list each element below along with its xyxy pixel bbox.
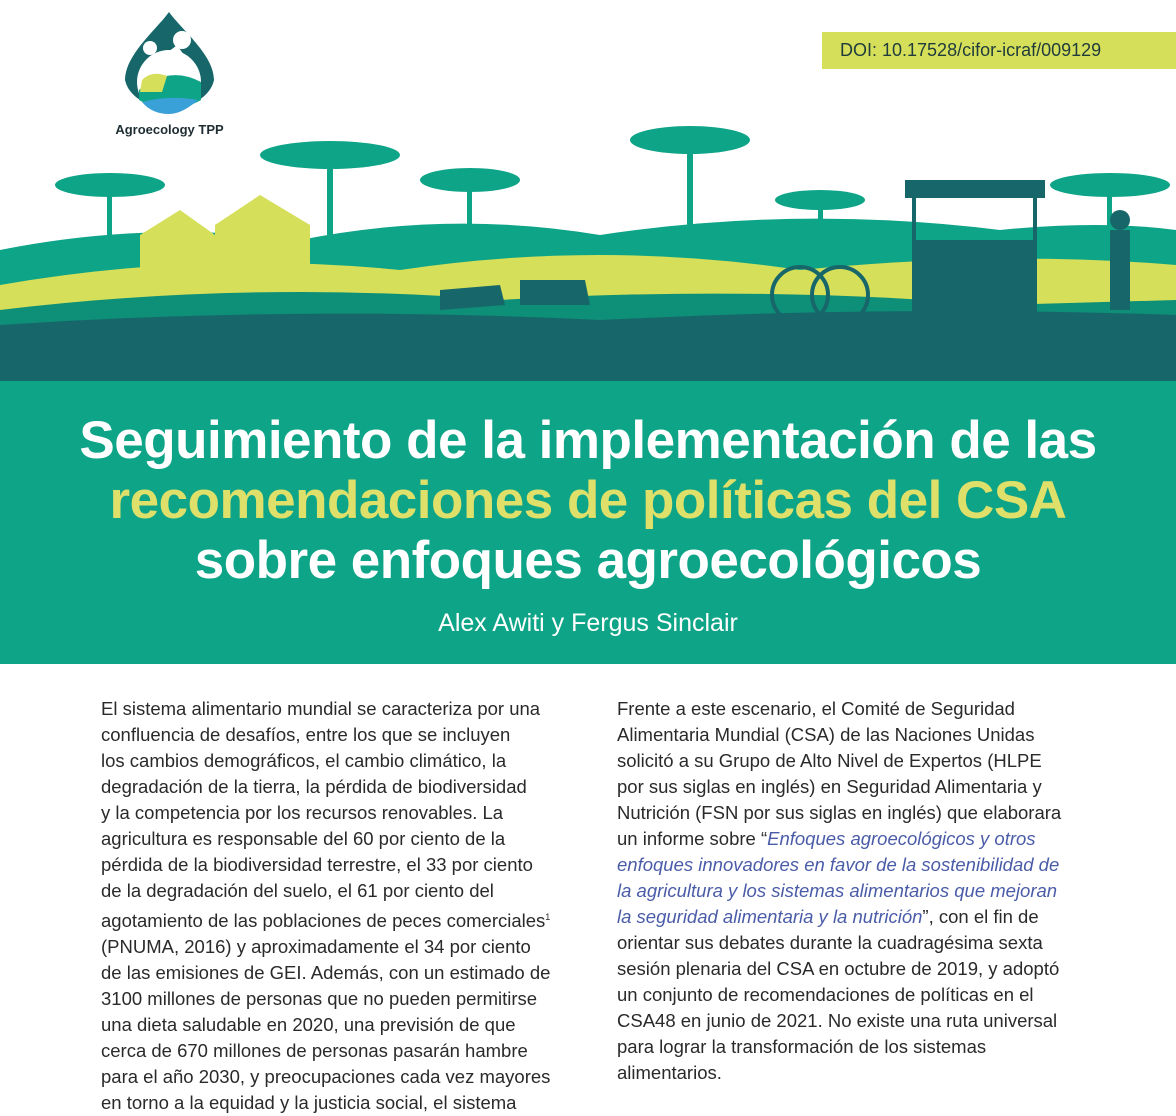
text-line: para lograr la transformación de los sistemas	[617, 1036, 987, 1057]
authors: Alex Awiti y Fergus Sinclair	[438, 609, 738, 637]
text-line: para el año 2030, y preocupaciones cada vez mayores	[101, 1066, 551, 1088]
report-title-quote: Enfoques agroecológicos y otros	[767, 828, 1036, 849]
text-line: degradación de la tierra, la pérdida de biodiversidad	[101, 776, 527, 797]
text-line: los cambios demográficos, el cambio climático, la	[101, 750, 507, 771]
text-line	[617, 826, 1087, 852]
text-line: solicitó a su Grupo de Alto Nivel de Expertos (HLPE	[617, 750, 1042, 771]
text-line: de la degradación del suelo, el 61 por ciento del	[101, 880, 494, 901]
text-line: confluencia de desafíos, entre los que se incluyen	[101, 724, 511, 745]
text-span: un informe sobre “	[617, 828, 768, 849]
title-line-1: Seguimiento de la implementación de las	[79, 411, 1097, 470]
footnote-marker[interactable]: 1	[545, 912, 551, 922]
text-line: sesión plenaria del CSA en octubre de 2019, y adoptó	[617, 958, 1060, 979]
text-line: El sistema alimentario mundial se caracteriza por una	[101, 698, 541, 719]
text-line: Nutrición (FSN por sus siglas en inglés) que elaborara	[617, 802, 1062, 823]
title-line-3: sobre enfoques agroecológicos	[194, 531, 982, 590]
logo-label: Agroecology TPP	[115, 122, 224, 137]
text-line: agotamiento de las poblaciones de peces comerciales$^1$	[101, 910, 551, 932]
text-line: agricultura es responsable del 60 por ciento de la	[101, 828, 506, 849]
body-column-1	[101, 696, 576, 1116]
title-band	[0, 381, 1176, 664]
logo-drop-icon	[122, 10, 217, 115]
text-line: y la competencia por los recursos renovables. La	[101, 802, 504, 823]
text-line: CSA48 en junio de 2021. No existe una ruta universal	[617, 1010, 1058, 1031]
text-line: Alimentaria Mundial (CSA) de las Naciones Unidas	[617, 724, 1035, 745]
title-line-2: recomendaciones de políticas del CSA	[109, 471, 1067, 530]
text-line: un conjunto de recomendaciones de políticas en el	[617, 984, 1034, 1005]
agroecology-landscape-illustration	[0, 110, 1176, 381]
report-title-quote: la seguridad alimentaria y la nutrición	[617, 906, 923, 927]
text-line: orientar sus debates durante la cuadragésima sexta	[617, 932, 1043, 953]
text-line: Frente a este escenario, el Comité de Seguridad	[617, 698, 1015, 719]
text-line: (PNUMA, 2016) y aproximadamente el 34 por ciento	[101, 936, 531, 958]
text-line: de las emisiones de GEI. Además, con un estimado de	[101, 962, 551, 984]
text-line: en torno a la equidad y la justicia social, el sistema	[101, 1092, 517, 1114]
doi-link[interactable]: DOI: 10.17528/cifor-icraf/009129	[822, 32, 1176, 69]
text-span: ”, con el fin de	[922, 906, 1039, 927]
text-line: una dieta saludable en 2020, una previsión de que	[101, 1014, 516, 1036]
text-line: cerca de 670 millones de personas pasarán hambre	[101, 1040, 528, 1062]
report-title-quote: enfoques innovadores en favor de la sostenibilidad de	[617, 854, 1060, 875]
text-line: pérdida de la biodiversidad terrestre, el 33 por ciento	[101, 854, 533, 875]
body-column-2	[617, 696, 1087, 1086]
text-line	[617, 904, 1087, 930]
text-line: alimentarios.	[617, 1062, 722, 1083]
report-title-quote: la agricultura y los sistemas alimentarios que mejoran	[617, 880, 1058, 901]
text-line: por sus siglas en inglés) en Seguridad Alimentaria y	[617, 776, 1042, 797]
text-line: 3100 millones de personas que no pueden permitirse	[101, 988, 538, 1010]
